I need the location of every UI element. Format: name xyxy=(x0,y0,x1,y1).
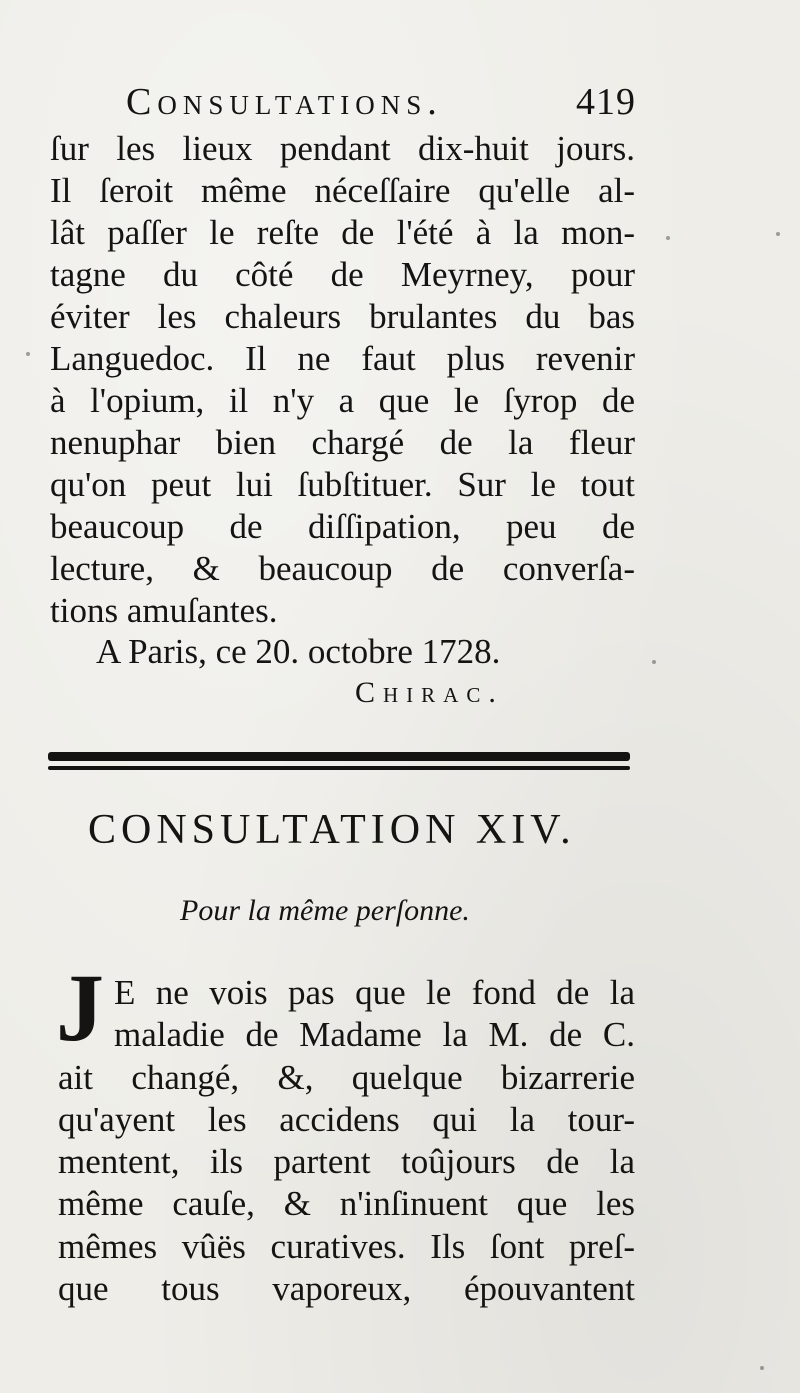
text-line: mêmes vûës curatives. Ils ſont preſ- xyxy=(58,1226,635,1266)
ink-speck xyxy=(26,352,30,356)
ink-speck xyxy=(666,236,670,240)
section-subtitle: Pour la même perſonne. xyxy=(180,894,470,927)
text-line: même cauſe, & n'inſinuent que les xyxy=(58,1184,635,1224)
text-line: qu'ayent les accidens qui la tour- xyxy=(58,1099,635,1139)
text-line: que tous vaporeux, épouvantent xyxy=(58,1269,635,1309)
text-line: nenuphar bien chargé de la fleur xyxy=(50,423,635,462)
text-line: à l'opium, il n'y a que le ſyrop de xyxy=(50,381,635,420)
text-line: lecture, & beaucoup de converſa- xyxy=(50,549,635,588)
text-line: lât paſſer le reſte de l'été à la mon- xyxy=(50,213,635,252)
text-line: ſur les lieux pendant dix-huit jours. xyxy=(50,129,635,168)
page-number: 419 xyxy=(576,81,636,123)
ink-speck xyxy=(760,1366,764,1370)
text-line: mentent, ils partent toûjours de la xyxy=(58,1142,635,1182)
signature: Chirac. xyxy=(355,676,504,709)
ink-speck xyxy=(776,232,780,236)
text-line: maladie de Madame la M. de C. xyxy=(114,1015,635,1055)
text-line: Il ſeroit même néceſſaire qu'elle al- xyxy=(50,171,635,210)
dateline: A Paris, ce 20. octobre 1728. xyxy=(96,632,501,671)
text-line: Languedoc. Il ne faut plus revenir xyxy=(50,339,635,378)
ink-speck xyxy=(652,660,656,664)
paragraph-continued xyxy=(50,128,635,632)
text-line: tagne du côté de Meyrney, pour xyxy=(50,255,635,294)
text-line: tions amuſantes. xyxy=(50,591,278,630)
text-line: ait changé, &, quelque bizarrerie xyxy=(58,1057,635,1097)
section-divider-thin xyxy=(48,766,630,770)
text-line: beaucoup de diſſipation, peu de xyxy=(50,507,635,546)
section-divider-thick xyxy=(48,752,630,761)
text-line: éviter les chaleurs brulantes du bas xyxy=(50,297,635,336)
running-head xyxy=(126,80,636,124)
paragraph-new xyxy=(58,972,635,1310)
running-head-title: Consultations. xyxy=(126,81,443,123)
drop-cap: J xyxy=(56,954,104,1061)
text-line: E ne vois pas que le fond de la xyxy=(114,973,635,1012)
section-heading: CONSULTATION XIV. xyxy=(88,807,576,853)
text-line: qu'on peut lui ſubſtituer. Sur le tout xyxy=(50,465,635,504)
